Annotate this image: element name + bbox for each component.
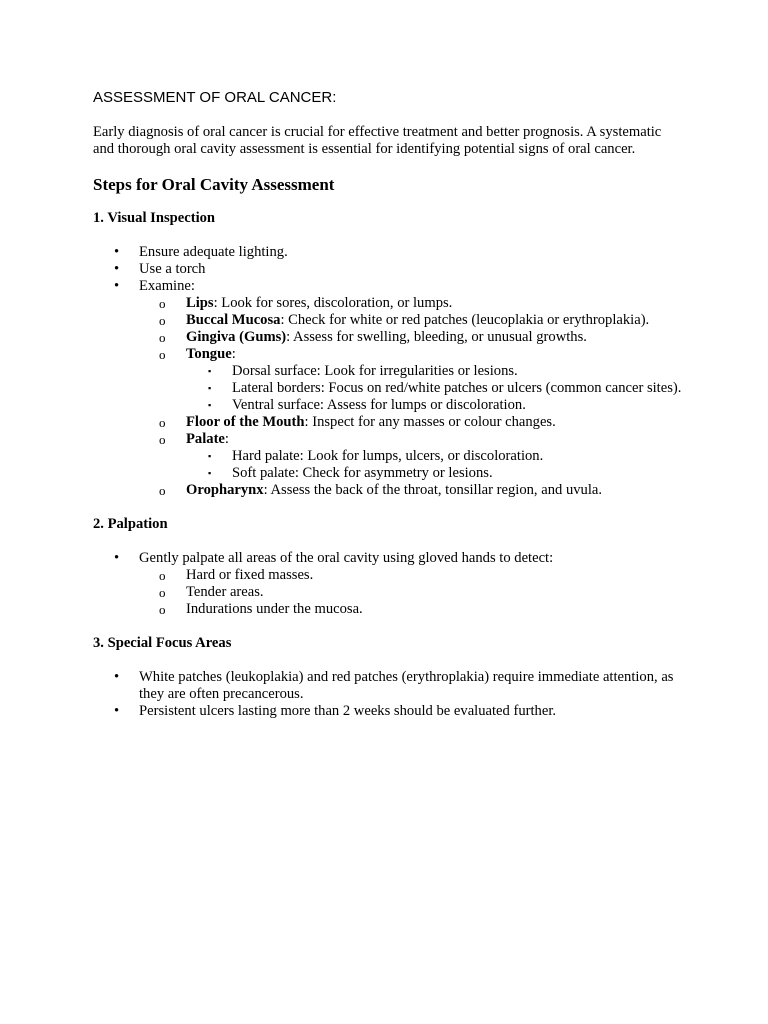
item-text: Use a torch bbox=[139, 261, 206, 277]
item-text: Ensure adequate lighting. bbox=[139, 244, 288, 260]
bullet-marker: • bbox=[114, 669, 120, 685]
bullet-marker: ▪ bbox=[208, 451, 212, 461]
item-text: Tender areas. bbox=[186, 584, 264, 600]
item-text: Gently palpate all areas of the oral cavity using gloved hands to detect: bbox=[139, 550, 554, 566]
bullet-marker: • bbox=[114, 244, 120, 260]
subsection-heading: 2. Palpation bbox=[93, 516, 168, 532]
bullet-marker: o bbox=[159, 330, 166, 345]
item-text: Persistent ulcers lasting more than 2 weeks should be evaluated further. bbox=[139, 703, 557, 719]
item-label: Palate bbox=[186, 431, 225, 447]
bullet-marker: o bbox=[159, 483, 166, 498]
item-label: Buccal Mucosa bbox=[186, 312, 281, 328]
item-label: Gingiva (Gums) bbox=[186, 329, 287, 345]
list-item bbox=[139, 431, 683, 482]
list-item bbox=[186, 397, 683, 414]
list-item bbox=[139, 482, 683, 499]
list-item bbox=[93, 550, 683, 618]
bullet-marker: o bbox=[159, 602, 166, 617]
bullet-marker: • bbox=[114, 278, 120, 294]
bullet-marker: • bbox=[114, 261, 120, 277]
list-item bbox=[139, 329, 683, 346]
bullet-marker: o bbox=[159, 347, 166, 362]
list-item bbox=[139, 414, 683, 431]
bullet-marker: ▪ bbox=[208, 383, 212, 393]
bullet-list-level-2 bbox=[139, 295, 683, 499]
item-text: Hard palate: Look for lumps, ulcers, or discoloration. bbox=[232, 448, 544, 464]
list-item bbox=[139, 295, 683, 312]
item-text: White patches (leukoplakia) and red patches (erythroplakia) require immediate attention, as they are often precancerous. bbox=[139, 669, 674, 702]
list-item bbox=[186, 380, 683, 397]
item-text: Soft palate: Check for asymmetry or lesions. bbox=[232, 465, 493, 481]
bullet-marker: ▪ bbox=[208, 366, 212, 376]
item-text: : Assess the back of the throat, tonsillar region, and uvula. bbox=[263, 482, 603, 498]
bullet-list-level-1 bbox=[93, 244, 683, 499]
item-label: Floor of the Mouth bbox=[186, 414, 305, 430]
item-text: : Assess for swelling, bleeding, or unusual growths. bbox=[286, 329, 587, 345]
item-label: Oropharynx bbox=[186, 482, 264, 498]
bullet-marker: o bbox=[159, 415, 166, 430]
bullet-marker: o bbox=[159, 313, 166, 328]
item-text: : Inspect for any masses or colour changes. bbox=[304, 414, 556, 430]
steps-heading: Steps for Oral Cavity Assessment bbox=[93, 175, 335, 194]
bullet-list-level-2 bbox=[139, 567, 683, 618]
list-item bbox=[186, 448, 683, 465]
list-item bbox=[186, 363, 683, 380]
document-title: ASSESSMENT OF ORAL CANCER: bbox=[93, 89, 337, 106]
bullet-marker: • bbox=[114, 703, 120, 719]
list-item bbox=[93, 261, 683, 278]
item-text: Ventral surface: Assess for lumps or discoloration. bbox=[232, 397, 526, 413]
item-text: Lateral borders: Focus on red/white patches or ulcers (common cancer sites). bbox=[232, 380, 682, 396]
list-item bbox=[93, 244, 683, 261]
bullet-marker: ▪ bbox=[208, 400, 212, 410]
item-text: : bbox=[224, 431, 229, 447]
bullet-list-level-3 bbox=[186, 363, 683, 414]
sections-container bbox=[93, 210, 683, 720]
bullet-marker: o bbox=[159, 296, 166, 311]
document-page bbox=[93, 88, 683, 737]
bullet-marker: o bbox=[159, 568, 166, 583]
list-item bbox=[93, 703, 683, 720]
item-text: : Look for sores, discoloration, or lumps. bbox=[213, 295, 453, 311]
list-item bbox=[139, 584, 683, 601]
bullet-marker: ▪ bbox=[208, 468, 212, 478]
item-text: Hard or fixed masses. bbox=[186, 567, 314, 583]
bullet-list-level-1 bbox=[93, 669, 683, 720]
item-label: Tongue bbox=[186, 346, 232, 362]
bullet-list-level-3 bbox=[186, 448, 683, 482]
intro-paragraph: Early diagnosis of oral cancer is crucial for effective treatment and better prognosis. A systematic and thorough oral cavity assessment is essential for identifying potential signs of oral cancer. bbox=[93, 124, 662, 157]
bullet-marker: o bbox=[159, 585, 166, 600]
list-item bbox=[139, 601, 683, 618]
item-text: Indurations under the mucosa. bbox=[186, 601, 363, 617]
list-item bbox=[186, 465, 683, 482]
list-item bbox=[139, 567, 683, 584]
list-item bbox=[139, 312, 683, 329]
subsection-heading: 1. Visual Inspection bbox=[93, 210, 216, 226]
subsection-heading: 3. Special Focus Areas bbox=[93, 635, 232, 651]
bullet-marker: o bbox=[159, 432, 166, 447]
item-label: Lips bbox=[186, 295, 214, 311]
list-item bbox=[93, 278, 683, 499]
list-item bbox=[93, 669, 683, 703]
item-text: : bbox=[231, 346, 236, 362]
item-text: : Check for white or red patches (leucoplakia or erythroplakia). bbox=[280, 312, 650, 328]
bullet-marker: • bbox=[114, 550, 120, 566]
bullet-list-level-1 bbox=[93, 550, 683, 618]
item-text: Dorsal surface: Look for irregularities or lesions. bbox=[232, 363, 518, 379]
item-text: Examine: bbox=[139, 278, 195, 294]
list-item bbox=[139, 346, 683, 414]
